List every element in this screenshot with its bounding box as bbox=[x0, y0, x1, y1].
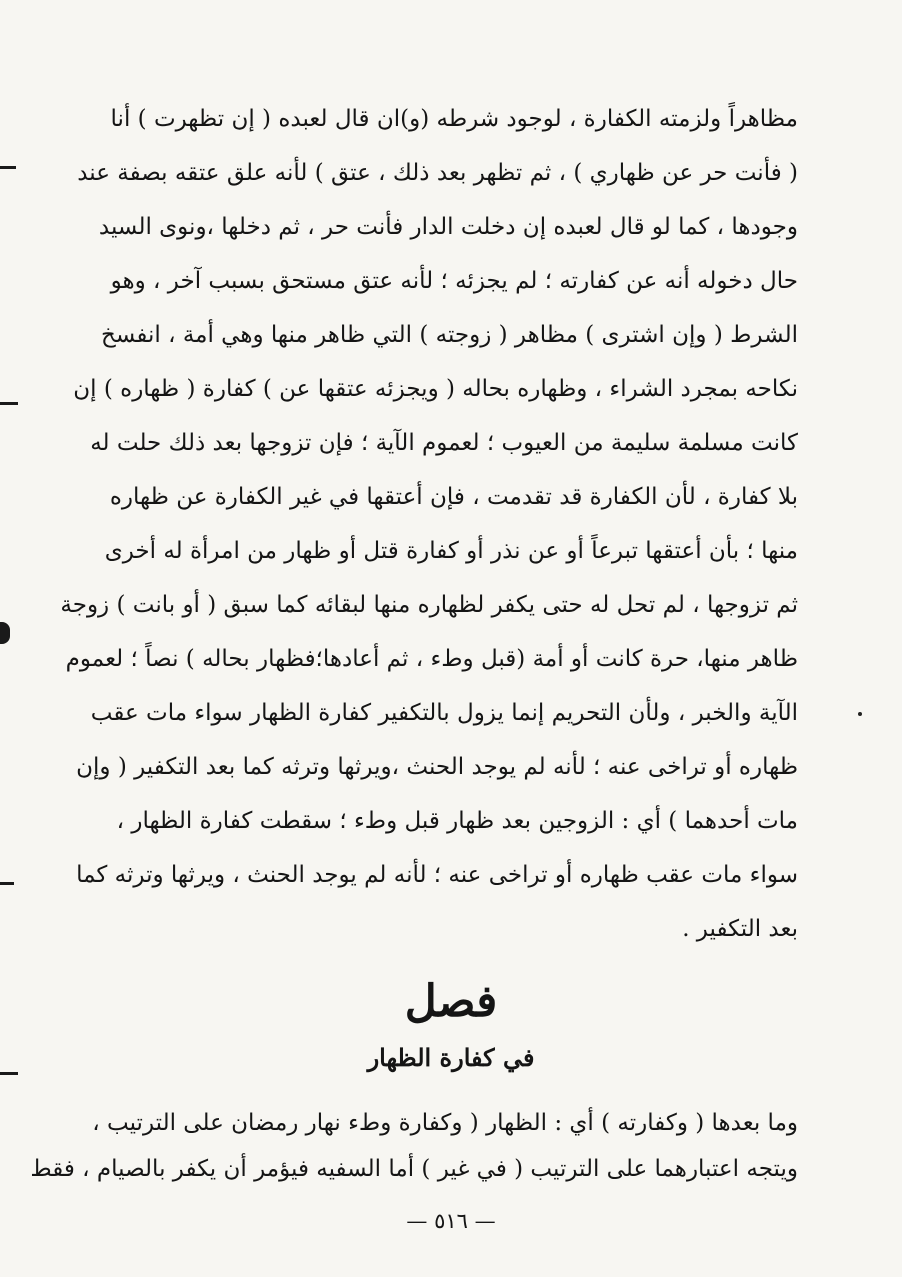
text-line: حال دخوله أنه عن كفارته ؛ لم يجزئه ؛ لأنه عتق مستحق بسبب آخر ، وهو bbox=[110, 268, 798, 294]
section-text-block bbox=[30, 1100, 798, 1192]
text-line: نكاحه بمجرد الشراء ، وظهاره بحاله ( ويجزئه عتقها عن ) كفارة ( ظهاره ) إن bbox=[73, 376, 798, 402]
text-line: الشرط ( وإن اشترى ) مظاهر ( زوجته ) التي ظاهر منها وهي أمة ، انفسخ bbox=[100, 322, 798, 348]
text-line: ويتجه اعتبارهما على الترتيب ( في غير ) أما السفيه فيؤمر أن يكفر بالصيام ، فقط bbox=[30, 1156, 798, 1182]
text-line: ظاهر منها، حرة كانت أو أمة (قبل وطء ، ثم أعادها؛فظهار بحاله ) نصاً ؛ لعموم bbox=[65, 646, 798, 672]
text-line: ثم تزوجها ، لم تحل له حتى يكفر لظهاره منها لبقائه كما سبق ( أو بانت ) زوجة bbox=[60, 592, 798, 618]
text-line: بعد التكفير . bbox=[682, 916, 798, 942]
text-line: مظاهراً ولزمته الكفارة ، لوجود شرطه (و)ان قال لعبده ( إن تظهرت ) أنا bbox=[110, 106, 798, 132]
ink-speck bbox=[858, 712, 862, 716]
text-line: كانت مسلمة سليمة من العيوب ؛ لعموم الآية ؛ فإن تزوجها بعد ذلك حلت له bbox=[90, 430, 798, 456]
main-text-block bbox=[60, 92, 798, 956]
text-line: وما بعدها ( وكفارته ) أي : الظهار ( وكفارة وطء نهار رمضان على الترتيب ، bbox=[92, 1110, 798, 1136]
margin-mark bbox=[0, 882, 14, 885]
margin-mark bbox=[0, 166, 16, 169]
margin-mark bbox=[0, 402, 18, 405]
margin-mark bbox=[0, 622, 10, 644]
text-line: ( فأنت حر عن ظهاري ) ، ثم تظهر بعد ذلك ، عتق ) لأنه علق عتقه بصفة عند bbox=[77, 160, 798, 186]
text-line: وجودها ، كما لو قال لعبده إن دخلت الدار فأنت حر ، ثم دخلها ،ونوى السيد bbox=[98, 214, 798, 240]
text-line: مات أحدهما ) أي : الزوجين بعد ظهار قبل وطء ؛ سقطت كفارة الظهار ، bbox=[116, 808, 798, 834]
page-number: — ٥١٦ — bbox=[406, 1209, 496, 1233]
section-heading: فصل bbox=[404, 976, 498, 1027]
text-line: منها ؛ بأن أعتقها تبرعاً أو عن نذر أو كفارة قتل أو ظهار من امرأة له أخرى bbox=[104, 538, 798, 564]
text-line: بلا كفارة ، لأن الكفارة قد تقدمت ، فإن أعتقها في غير الكفارة عن ظهاره bbox=[109, 484, 798, 510]
section-subheading: في كفارة الظهار bbox=[367, 1043, 535, 1072]
text-line: سواء مات عقب ظهاره أو تراخى عنه ؛ لأنه لم يوجد الحنث ، ويرثها وترثه كما bbox=[76, 862, 798, 888]
text-line: الآية والخبر ، ولأن التحريم إنما يزول بالتكفير كفارة الظهار سواء مات عقب bbox=[90, 700, 798, 726]
margin-mark bbox=[0, 1072, 18, 1075]
text-line: ظهاره أو تراخى عنه ؛ لأنه لم يوجد الحنث ،ويرثها وترثه كما بعد التكفير ( وإن bbox=[76, 754, 798, 780]
